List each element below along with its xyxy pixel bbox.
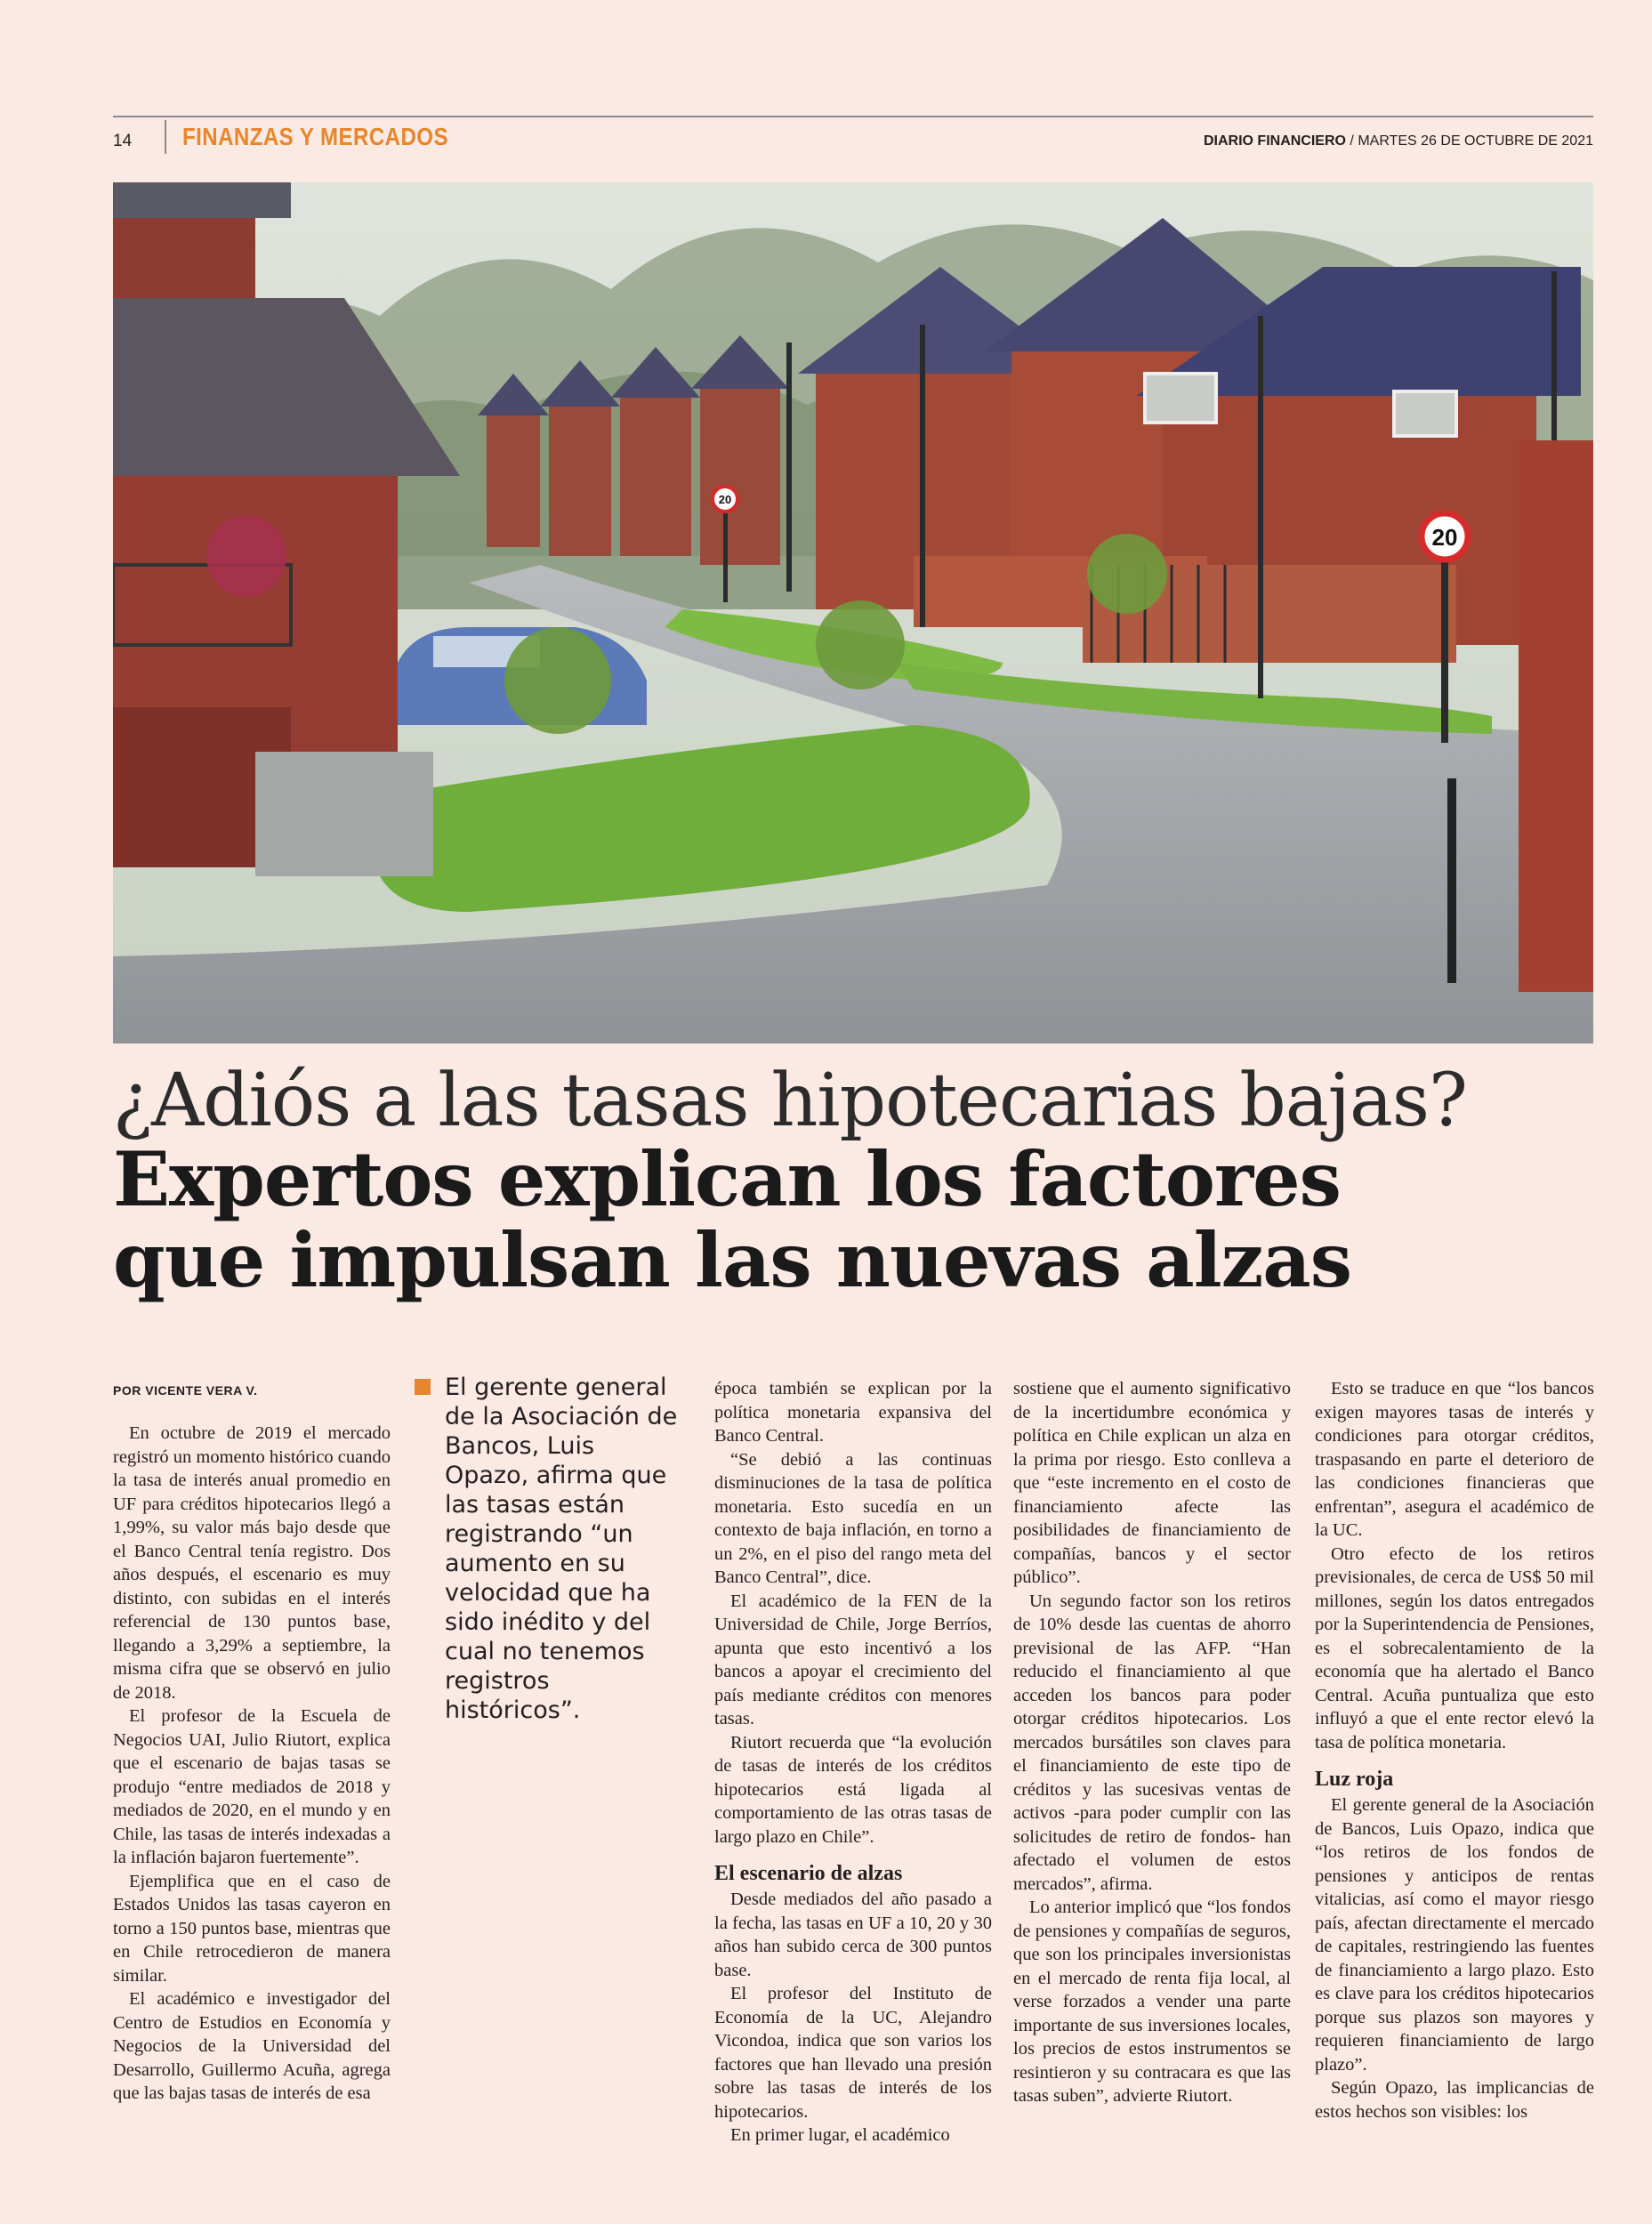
section-name: FINANZAS Y MERCADOS	[182, 123, 448, 150]
paragraph: El académico de la FEN de la Universidad de Chile, Jorge Berríos, apunta que esto incentivó a los bancos a apoyar el crecimiento del país mediante créditos con menores tasas.	[714, 1591, 992, 1728]
pullquote	[415, 1373, 681, 1725]
speed-sign-far-label: 20	[718, 493, 732, 506]
article-column-1	[113, 1422, 391, 2106]
paragraph: sostiene que el aumento significativo de la incertidumbre económica y política en Chile explican un alza en la prima por riesgo. Esto conlleva a que “este incremento en el costo de financiamiento afecte las posibilidades de financiamiento de compañías, bancos y el sector público”.	[1013, 1379, 1291, 1587]
headline-title-line2: que impulsan las nuevas alzas	[113, 1215, 1352, 1304]
paragraph: En octubre de 2019 el mercado registró un momento histórico cuando la tasa de interés anual promedio en UF para créditos hipotecarios llegó a 1,99%, su valor más bajo desde que el Banco Central tenía registro. Dos años después, el escenario es muy distinto, con subidas en el interés referencial de 130 puntos base, llegando a 3,29% a septiembre, la misma cifra que se observó en julio de 2018.	[113, 1423, 391, 1703]
paragraph: Ejemplifica que en el caso de Estados Unidos las tasas cayeron en torno a 150 puntos base, mientras que en Chile retrocedieron de manera similar.	[113, 1871, 391, 1986]
headline-block	[113, 1059, 1593, 1304]
article-column-5	[1315, 1377, 1594, 2123]
lead-photo	[113, 182, 1593, 1044]
subheading-luz-roja: Luz roja	[1315, 1768, 1394, 1791]
paragraph: Esto se traduce en que “los bancos exigen mayores tasas de interés y condiciones para otorgar créditos, traspasando en parte el deterioro de las condiciones financieras que enfrentan”, asegura el académico de la UC.	[1315, 1379, 1594, 1540]
header-rule	[113, 116, 1593, 117]
byline: POR VICENTE VERA V.	[113, 1383, 258, 1398]
speed-sign-near-label: 20	[1431, 524, 1458, 551]
paragraph: Riutort recuerda que “la evolución de tasas de interés de los créditos hipotecarios está ligada al comportamiento de las otras tasas de largo plazo en Chile”.	[714, 1732, 992, 1847]
subheading-escenario: El escenario de alzas	[714, 1862, 903, 1885]
paragraph: El profesor del Instituto de Economía de la UC, Alejandro Vicondoa, indica que son varios los factores que han llevado una presión sobre las tasas de interés de los hipotecarios.	[714, 1984, 992, 2122]
headline-title-line1: Expertos explican los factores	[113, 1135, 1341, 1224]
paragraph: El académico e investigador del Centro de Estudios en Economía y Negocios de la Universidad del Desarrollo, Guillermo Acuña, agrega que las bajas tasas de interés de esa	[113, 1989, 391, 2103]
paragraph: “Se debió a las continuas disminuciones de la tasa de política monetaria. Esto sucedía en un contexto de baja inflación, en torno a un 2%, en el piso del rango meta del Banco Central”, dice.	[714, 1449, 992, 1587]
masthead	[1204, 133, 1593, 149]
publication-name: DIARIO FINANCIERO	[1203, 133, 1346, 149]
article-column-3	[714, 1377, 992, 2147]
pullquote-text: El gerente general de la Asociación de Bancos, Luis Opazo, afirma que las tasas están registrando “un aumento en su velocidad que ha sido inédito y del cual no tenemos registros históricos”.	[445, 1374, 678, 1724]
paragraph: época también se explican por la política monetaria expansiva del Banco Central.	[714, 1379, 992, 1446]
paragraph: El profesor de la Escuela de Negocios UAI, Julio Riutort, explica que el escenario de bajas tasas se produjo “entre mediados de 2018 y mediados de 2020, en el mundo y en Chile, las tasas de interés indexadas a la inflación bajaron fuertemente”.	[113, 1706, 391, 1867]
issue-date: / MARTES 26 DE OCTUBRE DE 2021	[1350, 133, 1593, 149]
paragraph: El gerente general de la Asociación de Bancos, Luis Opazo, indica que “los retiros de los fondos de pensiones y anticipos de rentas vitalicias, así como el mayor riesgo país, afectan directamente el mercado de capitales, restringiendo las fuentes de financiamiento a largo plazo. Esto es clave para los créditos hipotecarios porque sus plazos son mayores y requieren financiamiento de largo plazo”.	[1315, 1795, 1594, 2075]
paragraph: Según Opazo, las implicancias de estos hechos son visibles: los	[1315, 2078, 1594, 2122]
housing-street-illustration	[113, 182, 1593, 1044]
page-number: 14	[113, 132, 133, 150]
paragraph: Un segundo factor son los retiros de 10% desde las cuentas de ahorro previsional de las AFP. “Han reducido el financiamiento al que acceden los bancos para poder otorgar créditos hipotecarios. Los mercados bursátiles son claves para el financiamiento de este tipo de créditos y las sucesivas ventas de activos -para poder cumplir con las solicitudes de retiro de fondos- han afectado el volumen de estos mercados”, afirma.	[1013, 1591, 1291, 1894]
article-column-4	[1013, 1377, 1291, 2108]
headline-kicker: ¿Adiós a las tasas hipotecarias bajas?	[113, 1059, 1467, 1143]
paragraph: En primer lugar, el académico	[730, 2125, 950, 2145]
paragraph: Lo anterior implicó que “los fondos de pensiones y compañías de seguros, que son los principales inversionistas en el mercado de renta fija local, al verse forzados a vender una parte importante de sus inversiones locales, los precios de estos instrumentos se resintieron y su contracara es que las tasas suben”, advierte Riutort.	[1013, 1898, 1291, 2106]
paragraph: Desde mediados del año pasado a la fecha, las tasas en UF a 10, 20 y 30 años han subido cerca de 300 puntos base.	[714, 1890, 992, 1980]
paragraph: Otro efecto de los retiros previsionales, de cerca de US$ 50 mil millones, según los datos entregados por la Superintendencia de Pensiones, es el sobrecalentamiento de la economía que ha alertado el Banco Central. Acuña puntualiza que esto influyó a que el ente rector elevó la tasa de política monetaria.	[1315, 1543, 1594, 1753]
section-divider	[165, 120, 166, 154]
